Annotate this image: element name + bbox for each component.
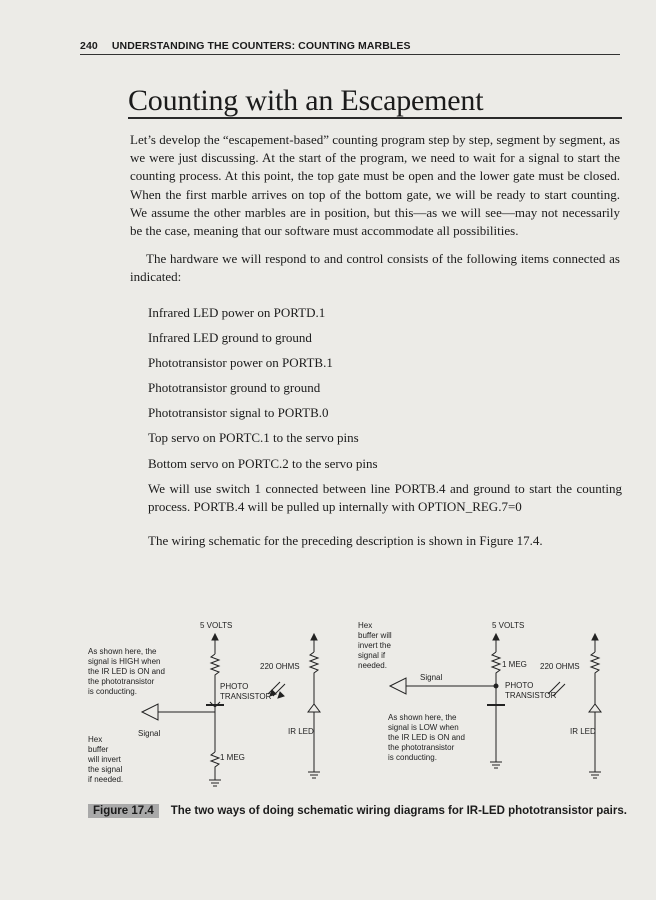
left-hex-line: buffer bbox=[88, 745, 109, 754]
paragraph-hardware: The hardware we will respond to and control consists of the following items connected as indicated: bbox=[130, 251, 620, 285]
right-note-line: signal is LOW when bbox=[388, 723, 459, 732]
right-ir-led-label: IR LED bbox=[570, 727, 596, 736]
right-220-resistor bbox=[591, 652, 599, 682]
right-hex-line: buffer will bbox=[358, 631, 392, 640]
hardware-item: Phototransistor power on PORTB.1 bbox=[148, 355, 333, 370]
left-hex-buffer bbox=[142, 704, 158, 720]
right-hex-line: needed. bbox=[358, 661, 387, 670]
left-hex-line: Hex bbox=[88, 735, 103, 744]
paragraph-intro: Let’s develop the “escapement-based” counting program step by step, segment by segment, as we were just discussing. At the start of the program, we need to wait for a signal to start the counting process. At this point, the top gate must be open and the lower gate must be closed. When the first marble arrives on top of the bottom gate, we will be ready to start counting. We assume the other marbles are in position, but this—as we will see—may not necessarily be the case, meaning that our software must accommodate all possibilities. bbox=[130, 132, 620, 239]
left-pulldown-resistor bbox=[211, 752, 219, 772]
right-photo-label: PHOTO bbox=[505, 681, 534, 690]
right-signal-label: Signal bbox=[420, 673, 443, 682]
left-meg-label: 1 MEG bbox=[220, 753, 245, 762]
section-title: Counting with an Escapement bbox=[128, 84, 484, 117]
paragraph-switch: We will use switch 1 connected between line PORTB.4 and ground to start the counting process. PORTB.4 will be pulled up internally with OPTION_REG.7=0 bbox=[148, 481, 622, 515]
left-ir-led-label: IR LED bbox=[288, 727, 314, 736]
figure-caption-text: The two ways of doing schematic wiring diagrams for IR-LED phototransistor pairs. bbox=[170, 805, 627, 817]
hardware-item: Top servo on PORTC.1 to the servo pins bbox=[148, 430, 359, 445]
left-resistor-label: 220 OHMS bbox=[260, 662, 300, 671]
hardware-item: Bottom servo on PORTC.2 to the servo pins bbox=[148, 456, 378, 471]
left-220-resistor bbox=[310, 652, 318, 682]
right-photo-label: TRANSISTOR bbox=[505, 691, 557, 700]
figure-caption bbox=[88, 803, 628, 819]
left-supply-arrow bbox=[212, 634, 218, 640]
right-note-line: As shown here, the bbox=[388, 713, 457, 722]
left-note-line: As shown here, the bbox=[88, 647, 157, 656]
right-note-line: the IR LED is ON and bbox=[388, 733, 465, 742]
right-resistor-label: 220 OHMS bbox=[540, 662, 580, 671]
left-meg-resistor bbox=[211, 654, 219, 682]
paragraph-figure-ref: The wiring schematic for the preceding description is shown in Figure 17.4. bbox=[148, 533, 543, 548]
right-hex-buffer bbox=[390, 678, 406, 694]
hardware-item: Infrared LED ground to ground bbox=[148, 330, 312, 345]
right-note-line: is conducting. bbox=[388, 753, 437, 762]
left-hex-line: if needed. bbox=[88, 775, 124, 784]
running-title: UNDERSTANDING THE COUNTERS: COUNTING MARBLES bbox=[111, 40, 411, 52]
right-note-line: the phototransistor bbox=[388, 743, 455, 752]
wiring-schematic-figure bbox=[80, 612, 636, 792]
right-ir-led bbox=[589, 704, 601, 712]
left-photo-label: PHOTO bbox=[220, 682, 249, 691]
left-note-line: signal is HIGH when bbox=[88, 657, 161, 666]
right-ground-b bbox=[589, 772, 601, 778]
right-supply-label: 5 VOLTS bbox=[492, 621, 525, 630]
right-hex-line: signal if bbox=[358, 651, 386, 660]
left-photo-label: TRANSISTOR bbox=[220, 692, 272, 701]
right-ground-a bbox=[490, 762, 502, 768]
left-ground-b bbox=[308, 772, 320, 778]
left-signal-label: Signal bbox=[138, 729, 161, 738]
right-hex-line: invert the bbox=[358, 641, 391, 650]
page-number: 240 bbox=[80, 40, 98, 52]
left-note-line: the IR LED is ON and bbox=[88, 667, 165, 676]
left-ir-led bbox=[308, 704, 320, 712]
title-rule bbox=[128, 117, 622, 119]
hardware-item: Infrared LED power on PORTD.1 bbox=[148, 305, 326, 320]
left-supply-label: 5 VOLTS bbox=[200, 621, 233, 630]
left-note-line: is conducting. bbox=[88, 687, 137, 696]
left-hex-line: will invert bbox=[88, 755, 121, 764]
right-meg-label: 1 MEG bbox=[502, 660, 527, 669]
header-rule bbox=[80, 54, 620, 55]
left-ground-a bbox=[209, 780, 221, 786]
left-note-line: the phototransistor bbox=[88, 677, 155, 686]
hardware-item: Phototransistor signal to PORTB.0 bbox=[148, 405, 329, 420]
right-meg-resistor bbox=[492, 652, 500, 682]
figure-label: Figure 17.4 bbox=[88, 804, 159, 818]
right-hex-line: Hex bbox=[358, 621, 373, 630]
running-header bbox=[80, 40, 620, 54]
hardware-item: Phototransistor ground to ground bbox=[148, 380, 321, 395]
left-hex-line: the signal bbox=[88, 765, 123, 774]
